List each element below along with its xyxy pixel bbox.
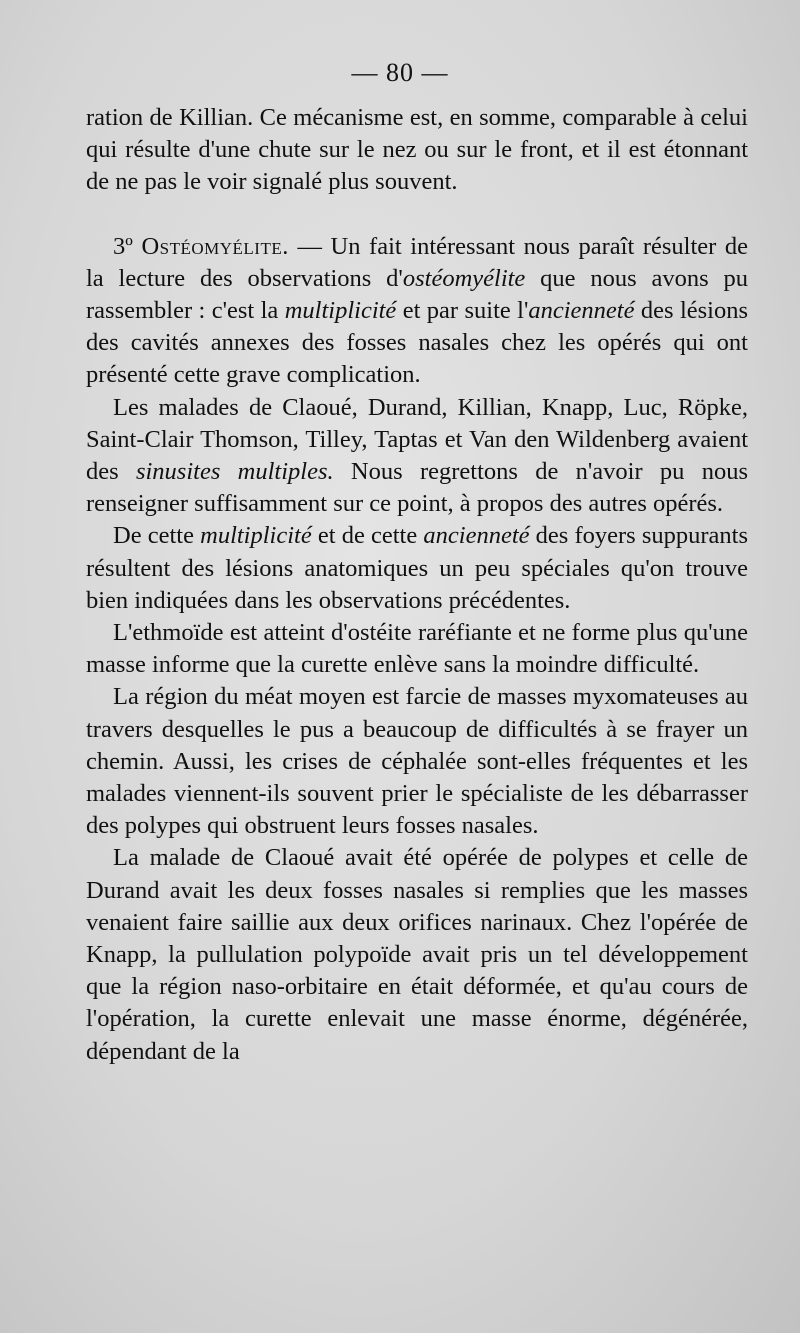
heading-dash: — — [297, 232, 322, 260]
paragraph-osteomyelite — [86, 231, 748, 392]
section-number: 3º — [113, 232, 133, 260]
text-run: Les malades de Claoué, Durand, Killian, Knapp, Luc, Röpke, Saint-Clair Thomson, Tilley, Taptas et Van den Wildenberg avaient des — [86, 393, 748, 486]
paragraph-5: L'ethmoïde est atteint d'ostéite raréfiante et ne forme plus qu'une masse informe que la curette enlève sans la moindre difficulté. — [86, 619, 748, 679]
text-run: que nous avons pu rassembler : c'est la — [86, 264, 748, 325]
paragraph-1: ration de Killian. Ce mécanisme est, en somme, comparable à celui qui résulte d'une chute sur le nez ou sur le front, et il est étonnant de ne pas le voir signalé plus souvent. — [86, 104, 748, 196]
text-run: des foyers suppurants résultent des lésions anatomiques un peu spéciales qu'on trouve bien indiquées dans les observations précédentes. — [86, 522, 749, 614]
text-run: et de cette — [317, 522, 418, 550]
italic-term: ancienneté — [423, 522, 530, 550]
text-run: Nous regrettons de n'avoir pu nous renseigner suffisamment sur ce point, à propos des autres opérés. — [86, 458, 749, 518]
paragraph-3 — [86, 392, 748, 521]
body-text — [86, 102, 748, 1068]
italic-term: sinusites multiples. — [135, 458, 334, 486]
text-run: et par suite l' — [402, 297, 529, 325]
italic-term: ostéomyélite — [402, 264, 526, 292]
italic-term: ancienneté — [528, 297, 635, 325]
text-run: Un fait intéressant nous paraît résulter de la lecture des observations d' — [86, 232, 748, 292]
italic-term: multiplicité — [284, 297, 397, 325]
page-number: — 80 — — [351, 58, 449, 87]
italic-term: multiplicité — [200, 522, 312, 550]
text-run: des lésions des cavités annexes des fosses nasales chez les opérés qui ont présenté cette grave complication. — [86, 297, 749, 389]
paragraph-7: La malade de Claoué avait été opérée de polypes et celle de Durand avait les deux fosses nasales si remplies que les masses venaient faire saillie aux deux orifices narinaux. Chez l'opérée de Knapp, la pullulation polypoïde avait pris un tel développement que la région naso-orbitaire en était déformée, et qu'au cours de l'opération, la curette enlevait une masse énorme, dégénérée, dépendant de la — [86, 844, 748, 1065]
paragraph-6: La région du méat moyen est farcie de masses myxomateuses au travers desquelles le pus a beaucoup de difficultés à se frayer un chemin. Aussi, les crises de céphalée sont-elles fréquentes et les malades viennent-ils souvent prier le spécialiste de les débarrasser des polypes qui obstruent leurs fosses nasales. — [86, 683, 748, 840]
section-heading: Ostéomyélite. — [141, 232, 289, 260]
paragraph-4 — [86, 520, 748, 617]
text-run: De cette — [113, 522, 194, 550]
